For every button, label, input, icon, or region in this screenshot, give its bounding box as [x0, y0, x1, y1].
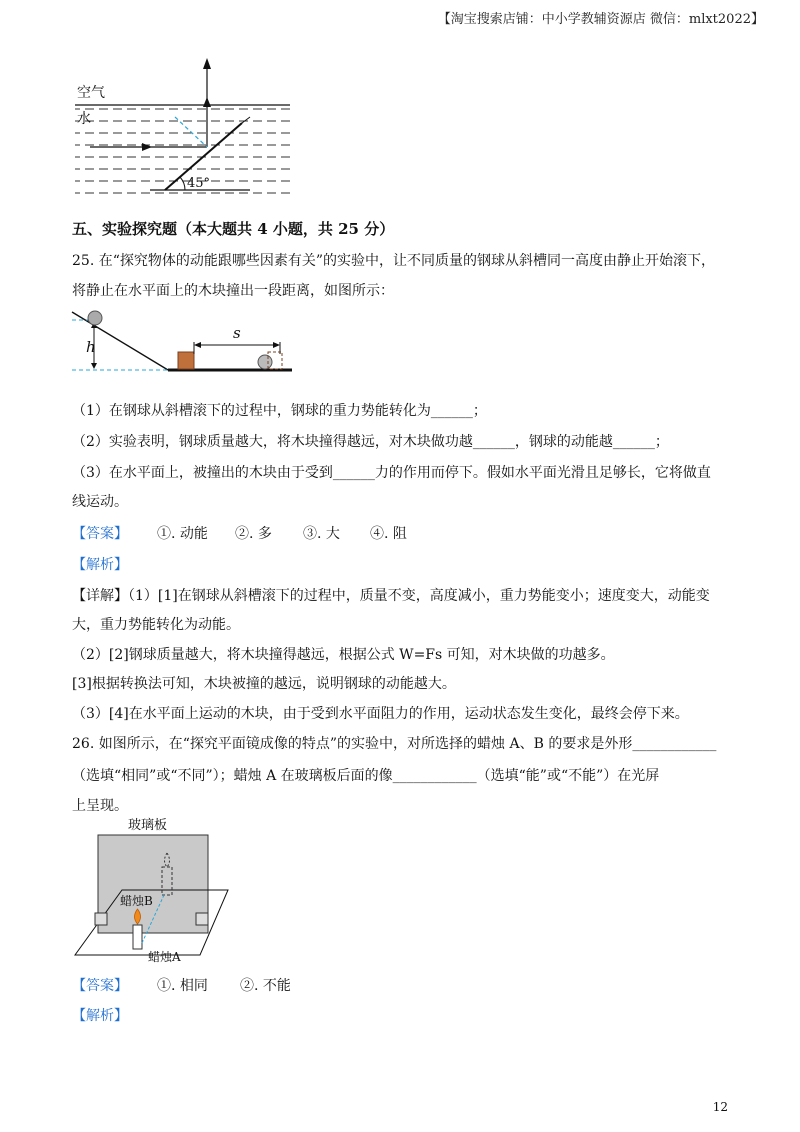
air-label: 空气: [77, 85, 105, 101]
section-title: 五、实验探究题（本大题共 4 小题，共 25 分）: [72, 220, 395, 238]
page-number: 12: [712, 1100, 728, 1114]
q25-analysis-tag: 【解析】: [72, 557, 128, 573]
q25-answer-1: ①. 动能: [157, 526, 208, 542]
q26-line-1: 26. 如图所示，在“探究平面镜成像的特点”的实验中，对所选择的蜡烛 A、B 的要求是外形____________: [72, 736, 717, 752]
water-label: 水: [77, 111, 91, 127]
candle-a-label: 蜡烛A: [148, 950, 181, 964]
s-label: s: [233, 324, 241, 342]
q25-line-2: 将静止在水平面上的木块撞出一段距离，如图所示：: [72, 283, 394, 299]
q26-answer-1: ①. 相同: [157, 978, 208, 994]
q25-line-1: 25. 在“探究物体的动能跟哪些因素有关”的实验中，让不同质量的钢球从斜槽同一高度由静止开始滚下，: [72, 253, 716, 269]
q25-detail-2: 大，重力势能转化为动能。: [72, 617, 240, 633]
q25-detail-4: [3]根据转换法可知，木块被撞的越远，说明钢球的动能越大。: [72, 676, 456, 692]
q25-detail-3: （2）[2]钢球质量越大，将木块撞得越远，根据公式 W=Fs 可知，对木块做的功越多。: [72, 647, 615, 663]
q25-detail-1: 【详解】（1）[1]在钢球从斜槽滚下的过程中，质量不变，高度减小，重力势能变小；速度变大，动能变: [72, 588, 710, 604]
q25-detail-5: （3）[4]在水平面上运动的木块，由于受到水平面阻力的作用，运动状态发生变化，最终会停下来。: [72, 706, 689, 722]
q26-mirror-diagram: [70, 815, 235, 965]
glass-label: 玻璃板: [128, 818, 168, 833]
q25-sub-3b: 线运动。: [72, 494, 128, 510]
q26-analysis-tag: 【解析】: [72, 1008, 128, 1024]
q25-sub-2: （2）实验表明，钢球质量越大，将木块撞得越远，对木块做功越______，钢球的动能越______；: [72, 434, 669, 450]
page-header: 【淘宝搜索店铺：中小学教辅资源店 微信：mlxt2022】: [437, 12, 764, 27]
h-label: h: [86, 338, 96, 356]
q26-line-3: 上呈现。: [72, 798, 128, 814]
q26-answer-tag: 【答案】: [72, 978, 128, 994]
q26-answer-2: ②. 不能: [240, 978, 291, 994]
q25-diagram: [70, 308, 300, 378]
q25-sub-1: （1）在钢球从斜槽滚下的过程中，钢球的重力势能转化为______；: [72, 403, 487, 419]
q25-answer-2: ②. 多: [235, 526, 272, 542]
candle-b-label: 蜡烛B: [120, 894, 153, 908]
refraction-diagram: [70, 55, 300, 200]
q25-sub-3a: （3）在水平面上，被撞出的木块由于受到______力的作用而停下。假如水平面光滑且足够长，它将做直: [72, 465, 711, 481]
q25-answer-4: ④. 阻: [370, 526, 407, 542]
q25-answer-tag: 【答案】: [72, 526, 128, 542]
q25-answer-3: ③. 大: [303, 526, 340, 542]
angle-label: 45°: [187, 176, 211, 191]
q26-line-2: （选填“相同”或“不同”）；蜡烛 A 在玻璃板后面的像____________（选填“能”或“不能”）在光屏: [72, 768, 660, 784]
